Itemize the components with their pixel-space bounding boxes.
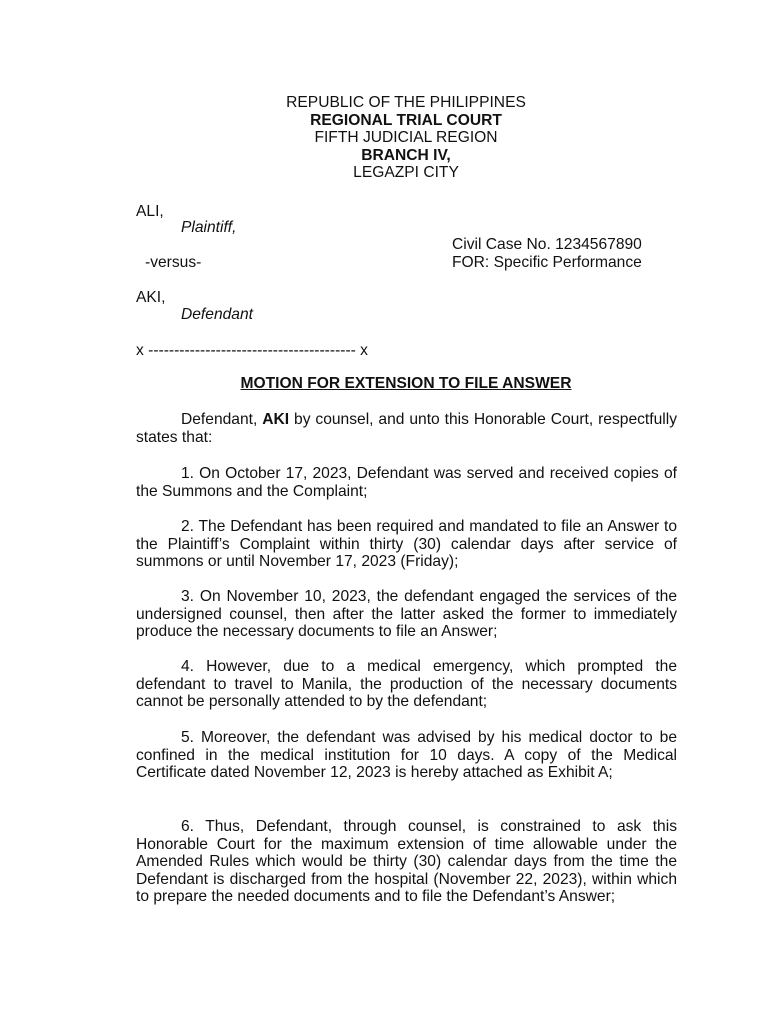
paragraph-1: 1. On October 17, 2023, Defendant was served and received copies of the Summons and the Complaint; [136, 465, 677, 500]
intro-before: Defendant, [181, 411, 263, 428]
court-header [0, 94, 768, 182]
document-title: MOTION FOR EXTENSION TO FILE ANSWER [240, 375, 572, 392]
header-court: REGIONAL TRIAL COURT [310, 111, 502, 129]
paragraph-6: 6. Thus, Defendant, through counsel, is constrained to ask this Honorable Court for the maximum extension of time allowable under the Amended Rules which would be thirty (30) calendar days from the time the Defendant is discharged from the hospital (November 22, 2023), within which to prepare the needed documents and to file the Defendant’s Answer; [136, 818, 677, 906]
case-number: Civil Case No. 1234567890 [452, 236, 642, 253]
paragraph-5: 5. Moreover, the defendant was advised by his medical doctor to be confined in the medical institution for 10 days. A copy of the Medical Certificate dated November 12, 2023 is hereby attached as Exhibit A; [136, 729, 677, 782]
paragraph-2: 2. The Defendant has been required and mandated to file an Answer to the Plaintiff’s Complaint within thirty (30) calendar days after service of summons or until November 17, 2023 (Friday); [136, 518, 677, 571]
defendant-name: AKI, [136, 289, 166, 306]
paragraph-3: 3. On November 10, 2023, the defendant engaged the services of the undersigned counsel, then after the latter asked the former to immediately produce the necessary documents to file an Answer; [136, 588, 677, 641]
plaintiff-role: Plaintiff, [181, 219, 237, 236]
case-nature: FOR: Specific Performance [452, 254, 642, 271]
intro-after: by counsel, and unto this Honorable Court, respectfully states that: [136, 411, 677, 446]
header-region: FIFTH JUDICIAL REGION [314, 129, 498, 146]
paragraph-4: 4. However, due to a medical emergency, which prompted the defendant to travel to Manila, the production of the necessary documents cannot be personally attended to by the defendant; [136, 658, 677, 711]
intro-defendant-name: AKI [262, 411, 290, 428]
header-branch: BRANCH IV, [361, 146, 451, 164]
header-city: LEGAZPI CITY [353, 164, 459, 181]
header-republic: REPUBLIC OF THE PHILIPPINES [286, 94, 526, 111]
caption-separator: x ---------------------------------------- x [136, 342, 368, 359]
plaintiff-name: ALI, [136, 203, 164, 220]
intro-paragraph [136, 411, 677, 446]
defendant-role: Defendant [181, 306, 253, 323]
versus-label: -versus- [145, 254, 202, 271]
